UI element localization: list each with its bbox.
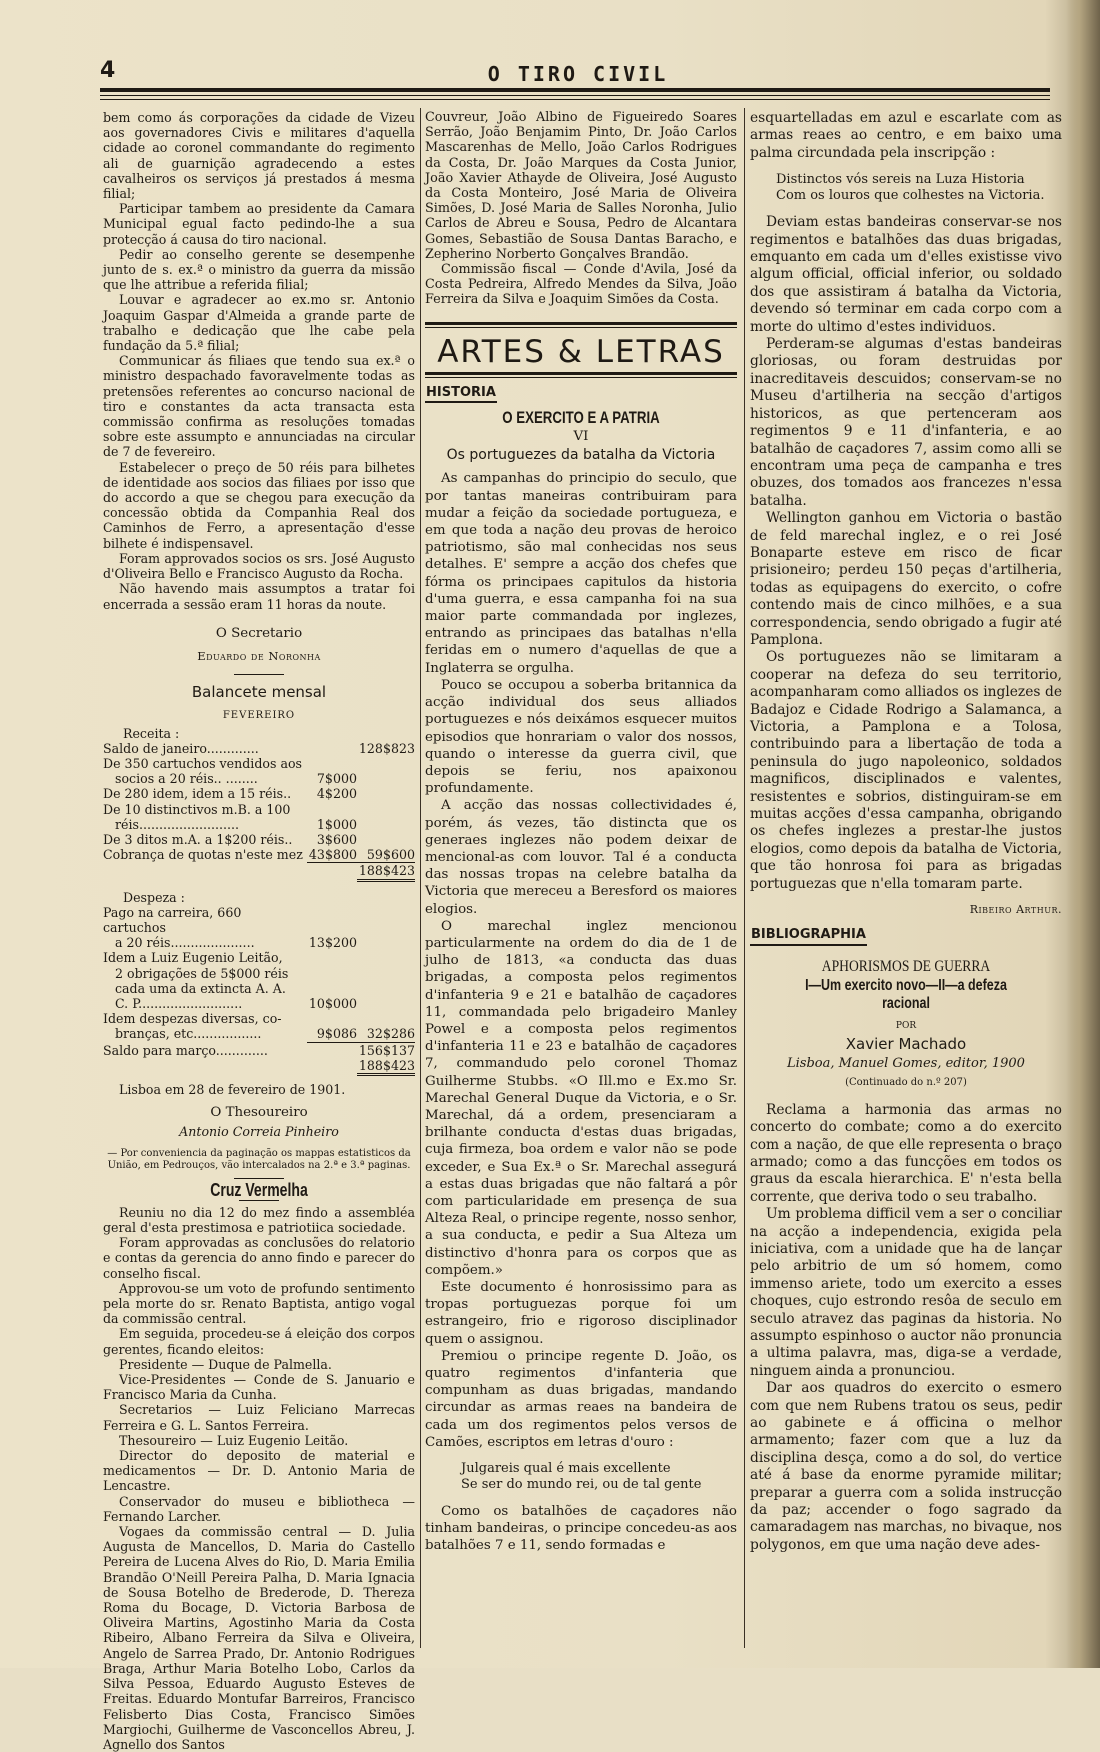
ledger-total [357, 1011, 415, 1026]
ledger-label: De 280 idem, idem a 15 réis.. [103, 786, 292, 802]
divider [234, 674, 284, 675]
paragraph: Conservador do museu e bibliotheca — Fernando Larcher. [103, 1493, 415, 1524]
paragraph: Couvreur, João Albino de Figueiredo Soares Serrão, João Benjamim Pinto, Dr. João Carlos Mascarenhas de Mello, João Carlos Rodrigues da Costa, Dr. João Marques da Costa Junior, João Xavier Athayde de Oliveira, José Augusto da Costa Monteiro, José Maria de Oliveira Simões, D. José Maria de Salles Noronha, Julio Carlos de Abreu e Sousa, Pedro de Alcantara Gomes, Sebastião de Sousa Dantas Baracho, e Zepherino Norberto Gonçalves Brandão. [425, 110, 737, 262]
ledger-total [357, 817, 415, 832]
ledger-row [103, 802, 415, 817]
paragraph: Participar tambem ao presidente da Camara Municipal egual facto pedindo-lhe a sua protecção á causa do tiro nacional. [103, 201, 415, 247]
ledger-amount: 4$200 [316, 786, 357, 802]
column-divider [744, 108, 745, 1648]
ledger-amount [307, 741, 357, 756]
ledger-amount: 13$200 [308, 935, 357, 951]
paragraph: bem como ás corporações da cidade de Vizeu aos governadores Civis e militares d'aquella cidade ao coronel commandante do regimento ali de guarnição agradecendo a estes cavalheiros os serviços já prestados á mesma filial; [103, 110, 415, 202]
paragraph: Pouco se occupou a soberba britannica da acção individual dos seus alliados portuguezes e nós deixámos esquecer muitos episodios que honrariam o valor dos nossos, quando o interesse da guerra civil, que depois se feriu, nos apaixonou profundamente. [425, 677, 737, 797]
section-title: ARTES & LETRAS [437, 333, 725, 370]
ledger-row [103, 966, 415, 981]
verse [461, 1461, 737, 1493]
ledger-label: 2 obrigações de 5$000 réis [115, 965, 289, 981]
ledger-row [103, 996, 415, 1011]
balance-month: FEVEREIRO [222, 710, 296, 722]
por-label: POR [895, 1021, 917, 1032]
divider [239, 1200, 279, 1201]
ledger-amount [307, 905, 357, 935]
treasurer-title: O Thesoureiro [210, 1105, 308, 1121]
paragraph: Thesoureiro — Luiz Eugenio Leitão. [119, 1432, 349, 1448]
ledger-label: socios a 20 réis.. ........ [115, 771, 258, 787]
ledger-total [357, 905, 415, 935]
section-tag: BIBLIOGRAPHIA [750, 926, 867, 945]
ledger-label [103, 863, 307, 881]
ledger-row [103, 771, 415, 786]
section-rule [425, 372, 737, 378]
article-title: O EXERCITO E A PATRIA [502, 407, 660, 427]
ledger-total [357, 756, 415, 771]
book-subtitle: I—Um exercito novo—II—a defeza racional [805, 977, 1007, 1012]
ledger-amount: 10$000 [308, 995, 357, 1011]
paragraph: Louvar e agradecer ao ex.mo sr. Antonio Joaquim Gaspar d'Almeida a grande parte de trabalho e dedicação que lhe cabe pela fundação da 5.ª filial; [103, 292, 415, 354]
ledger-amount: 3$600 [316, 831, 357, 847]
ledger-total [357, 935, 415, 950]
ledger-label: cada uma da extincta A. A. [115, 980, 286, 996]
paragraph: Em seguida, procedeu-se á eleição dos corpos gerentes, ficando eleitos: [103, 1326, 415, 1357]
column-3 [750, 110, 1062, 1554]
verse-line: Julgareis qual é mais excellente [461, 1461, 671, 1477]
ledger-row [103, 950, 415, 965]
ledger-total: 59$600 [357, 847, 415, 863]
ledger-label: De 3 ditos m.A. a 1$200 réis.. [103, 831, 293, 847]
ledger-total [357, 832, 415, 847]
ledger-total: 188$423 [357, 1058, 415, 1076]
paragraph: Deviam estas bandeiras conservar-se nos regimentos e batalhões das duas brigadas, emquanto em cada um d'elles existisse vivo algum official, official inferior, ou soldado dos que assistiram á batalha da Victoria, devendo só terminar em cada corpo com a morte do ultimo d'estes individuos. [750, 214, 1062, 335]
ledger-row [103, 1011, 415, 1026]
paragraph: Perderam-se algumas d'estas bandeiras gloriosas, ou foram destruidas por inacreditaveis descuidos; conservam-se no Museu d'artilheria na secção d'artigos historicos, as que pertenceram aos regimentos 9 e 11 d'infanteria, e ao batalhão de caçadores 7, assim como alli se encontram uma peça de campanha e tres obuzes, dos tomados aos francezes n'essa batalha. [750, 336, 1062, 509]
paragraph: Approvou-se um voto de profundo sentimento pela morte do sr. Renato Baptista, antigo vogal da commissão central. [103, 1280, 415, 1327]
ledger-amount [307, 756, 357, 771]
paragraph: Dar aos quadros do exercito o esmero com que nem Rubens tratou os seus, pedir ao gabinete e á officina o melhor armamento; fazer com que a luz da disciplina desça, como a do sol, do vertice até á base da enorme pyramide militar; preparar a guerra com a solida instrucção da paz; accender o fogo sagrado da camaradagem nas marchas, no bivaque, nos polygonos, em que uma nação deve ades- [750, 1380, 1062, 1553]
ledger-label: C. P.......................... [115, 995, 243, 1011]
header-rule [100, 88, 1050, 92]
header-rule-thin [100, 95, 1050, 96]
ledger-label: branças, etc................. [115, 1026, 262, 1042]
ledger-label: De 10 distinctivos m.B. a 100 [103, 801, 291, 817]
publisher: Lisboa, Manuel Gomes, editor, 1900 [787, 1055, 1025, 1071]
header-rule-thin-2 [100, 99, 1050, 100]
section-rule [425, 322, 737, 328]
despeza-label: Despeza : [123, 889, 185, 905]
divider [234, 1178, 284, 1179]
ledger-total: 32$286 [357, 1026, 415, 1042]
paragraph: O marechal inglez mencionou particularmente na ordem do dia de 1 de julho de 1813, «a conducta das duas brigadas, a composta pelos regimentos d'infanteria 9 e 21 e batalhão de caçadores 11, commandada pelo brigadeiro Manley Powel e a composta pelos regimentos d'infanteria 11 e 23 e batalhão de caçadores 7, commandudo pelo coronel Thomaz Guilherme Stubbs. «O Ill.mo e Ex.mo Sr. Marechal General Duque da Victoria, e o Sr. Marechal, dá a ordem, presenciaram a brilhante conducta d'estas duas brigadas, cuja firmeza, boa ordem e valor não se pode exceder, e Sua Ex.ª o Sr. Marechal assegurá a estas duas brigadas que não faltará a pôr com particularidade em presença de sua Alteza Real, o principe regente, nosso senhor, a sua conducta, e pedir a Sua Alteza um distinctivo d'honra para os corpos que as compõem.» [425, 918, 737, 1278]
balance-title: Balancete mensal [191, 683, 327, 702]
paragraph: Foram approvados socios os srs. José Augusto d'Oliveira Bello e Francisco Augusto da Rocha. [103, 550, 415, 582]
paragraph: Foram approvadas as conclusões do relatorio e contas da gerencia do anno findo e parecer do conselho fiscal. [103, 1235, 415, 1281]
paragraph: Reclama a harmonia das armas no concerto do combate; como a do exercito com a nação, de que elle representa o braço armado; como a das funcções em todos os graus da escala hierarchica. E' n'esta bella corrente, que deriva todo o seu trabalho. [750, 1101, 1062, 1205]
page-header [100, 58, 1056, 86]
column-divider [420, 108, 421, 1648]
ledger-amount [307, 802, 357, 817]
ledger-total: 188$423 [357, 863, 415, 881]
article-author: Ribeiro Arthur. [969, 903, 1062, 917]
ledger-label [103, 1058, 307, 1076]
ledger-row [103, 1026, 415, 1042]
ledger-total [357, 966, 415, 981]
ledger-row [103, 1058, 415, 1076]
paragraph: Presidente — Duque de Palmella. [119, 1356, 332, 1372]
ledger-row [103, 863, 415, 881]
ledger-total [357, 802, 415, 817]
paragraph: Não havendo mais assumptos a tratar foi encerrada a sessão eram 11 horas da noute. [103, 581, 415, 612]
ledger-total [357, 950, 415, 965]
ledger-label: Saldo para março............. [103, 1042, 268, 1058]
paragraph: Commissão fiscal — Conde d'Avila, José da Costa Pedreira, Alfredo Mendes da Silva, João Ferreira da Silva e Joaquim Simões da Costa. [425, 262, 737, 308]
ledger-label: a 20 réis..................... [115, 935, 255, 951]
paragraph: Reuniu no dia 12 do mez findo a assembléa geral d'esta prestimosa e patriotiica sociedade. [103, 1204, 415, 1235]
column-2 [425, 110, 737, 1555]
ledger-row [103, 847, 415, 863]
ledger-amount [307, 1058, 357, 1076]
newspaper-title: O TIRO CIVIL [487, 62, 669, 86]
article-subtitle: Os portuguezes da batalha da Victoria [446, 447, 716, 464]
paragraph: Como os batalhões de caçadores não tinham bandeiras, o principe concedeu-as aos batalhões 7 e 11, sendo formadas e [425, 1504, 737, 1554]
paragraph: Director do deposito de material e medicamentos — Dr. D. Antonio Maria de Lencastre. [103, 1448, 415, 1494]
paragraph: As campanhas do principio do seculo, que por tantas maneiras contribuiram para mudar a feição da sociedade portugueza, e em que toda a nação deu provas de heroico patriotismo, são mal conhecidas nos seus detalhes. E' sempre a acção dos chefes que fórma os principaes capitulos da historia d'uma guerra, e essa campanha foi na sua maior parte commandada por inglezes, entrando as principaes das batalhas n'ella feridas em o numero d'aquellas de que a Inglaterra se orgulha. [425, 471, 737, 676]
ledger-label: De 350 cartuchos vendidos aos [103, 755, 302, 771]
ledger-label: Idem despezas diversas, co- [103, 1011, 282, 1027]
ledger-row [103, 756, 415, 771]
ledger-amount [307, 981, 357, 996]
paragraph: Este documento é honrosissimo para as tropas portuguezas porque foi um estrangeiro, frio e rigoroso disciplinador quem o assignou. [425, 1280, 737, 1347]
binding-shadow [1066, 0, 1100, 1668]
paragraph: Estabelecer o preço de 50 réis para bilhetes de identidade aos socios das filiaes por isso que do accordo a que se chegou para execução da concessão obtida da Companhia Real dos Caminhos de Ferro, a apresentação d'esse bilhete é indispensavel. [103, 459, 415, 551]
ledger-total: 128$823 [358, 740, 415, 756]
ledger-total: 156$137 [358, 1042, 415, 1058]
verse-line: Se ser do mundo rei, ou de tal gente [461, 1477, 702, 1493]
book-title: APHORISMOS DE GUERRA [821, 957, 991, 975]
paragraph: Um problema difficil vem a ser o conciliar na acção a independencia, exigida pela iniciativa, com a unidade que ha de lançar pelo arbitrio de um só homem, como immenso ariete, todo um exercito a esses choques, cujo estrondo resôa de seculo em seculo atravez das paginas da historia. No assumpto espinhoso o auctor não pronuncia a ultima palavra, mas, diga-se a verdade, ninguem ainda a pronunciou. [750, 1206, 1062, 1379]
ledger-amount: 7$000 [316, 771, 357, 787]
inscription-line: Com os louros que colhestes na Victoria. [776, 188, 1045, 204]
ledger-row [103, 905, 415, 935]
ledger-amount [307, 966, 357, 981]
paragraph: A acção das nossas collectividades é, porém, ás vezes, tão distincta que os generaes inglezes não podem deixar de mencional-as com louvor. Tal é a conducta das nossas tropas na celebre batalha da Victoria que mereceu a Beresford os maiores elogios. [425, 798, 737, 917]
ledger-amount [307, 950, 357, 965]
continued-note: (Continuado do n.º 207) [845, 1077, 967, 1089]
ledger-label: Idem a Luiz Eugenio Leitão, [103, 950, 283, 966]
page-number: 4 [100, 58, 116, 83]
paragraph: Pedir ao conselho gerente se desempenhe junto de s. ex.ª o ministro da guerra da missão que lhe attribue a referida filial; [103, 246, 415, 293]
ledger-label: Saldo de janeiro............. [103, 740, 259, 756]
ledger-total [357, 771, 415, 786]
ledger-total [357, 996, 415, 1011]
ledger-row [103, 817, 415, 832]
paragraph: Vice-Presidentes — Conde de S. Januario e Francisco Maria da Cunha. [103, 1372, 415, 1403]
treasurer-name: Antonio Correia Pinheiro [179, 1124, 339, 1140]
ledger-row [103, 832, 415, 847]
receita-table [103, 741, 415, 882]
paragraph: Communicar ás filiaes que tendo sua ex.ª o ministro despachado favoravelmente todas as pretensões referentes ao concurso nacional de tiro e constantes da acta transacta esta commissão confirma as resoluções tomadas sobre este assumpto e annunciadas na circular de 7 de fevereiro. [103, 353, 415, 460]
ledger-row [103, 1043, 415, 1058]
paragraph: Secretarios — Luiz Feliciano Marrecas Ferreira e G. L. Santos Ferreira. [103, 1402, 415, 1433]
ledger-row [103, 981, 415, 996]
ledger-amount [307, 863, 357, 881]
cruz-vermelha-title: Cruz Vermelha [210, 1179, 308, 1200]
paragraph: Premiou o principe regente D. João, os quatro regimentos d'infanteria que compunham as duas brigadas, mandando circundar as armas reaes na bandeira de cada um dos regimentos pelos versos de Camões, escriptos em letras d'ouro : [425, 1348, 737, 1450]
ledger-label: réis......................... [115, 816, 240, 832]
ledger-amount [307, 1011, 357, 1026]
ledger-total [357, 786, 415, 801]
ledger-amount: 1$000 [316, 816, 357, 832]
ledger-label: Pago na carreira, 660 cartuchos [103, 904, 242, 935]
footnote: — Por conveniencia da paginação os mappas estatisticos da União, em Pedrouços, vão intercalados na 2.ª e 3.ª paginas. [107, 1147, 411, 1171]
paragraph: Vogaes da commissão central — D. Julia Augusta de Mancellos, D. Maria do Castello Pereira de Lucena Alves do Rio, D. Maria Emilia Brandão O'Neill Pereira Palha, D. Maria Ignacia de Sousa Botelho de Brederode, D. Thereza Roma du Bocage, D. Victoria Barbosa de Oliveira Martins, Agostinho Maria da Costa Ribeiro, Albano Ferreira da Silva e Oliveira, Angelo de Sarrea Prado, Dr. Antonio Rodrigues Braga, Arthur Maria Botelho Lobo, Carlos da Silva Pessoa, Eduardo Augusto Esteves de Freitas. Eduardo Montufar Barreiros, Francisco Felisberto Dias Costa, Francisco Simões Margiochi, Guilherme de Vasconcellos Abreu, J. Agnello dos Santos [103, 1524, 415, 1752]
date-line: Lisboa em 28 de fevereiro de 1901. [119, 1081, 346, 1097]
secretary-title: O Secretario [215, 625, 303, 641]
ledger-amount: 9$086 [307, 1026, 357, 1042]
ledger-row [103, 786, 415, 801]
ledger-total [357, 981, 415, 996]
inscription [776, 172, 1062, 204]
book-author: Xavier Machado [845, 1034, 967, 1053]
paragraph: Os portuguezes não se limitaram a cooperar na defeza do seu territorio, acompanharam como alliados os inglezes de Badajoz e Cidade Rodrigo a Salamanca, a Victoria, a Pamplona e a Tolosa, contribuindo para a libertação de toda a peninsula do jugo napoleonico, soldados magnificos, disciplinados e valentes, resistentes e sobrios, distinguiram-se em muitas acções d'essa campanha, obrigando os chefes inglezes a prestar-lhe justos elogios, como depois da batalha de Victoria, que tão honrosa foi para as brigadas portuguezas que n'ella tomaram parte. [750, 649, 1062, 892]
paragraph: Wellington ganhou em Victoria o bastão de feld marechal inglez, e o rei José Bonaparte esteve em risco de ficar prisioneiro; perdeu 150 peças d'artilheria, todas as equipagens do exercito, o cofre contendo mais de cinco milhões, e a sua correspondencia, sendo obrigado a fugir até Pamplona. [750, 510, 1062, 648]
ledger-amount [307, 1043, 357, 1058]
paragraph: esquartelladas em azul e escarlate com as armas reaes ao centro, e em baixo uma palma circundada pela inscripção : [750, 110, 1062, 161]
secretary-name: Eduardo de Noronha [197, 648, 321, 663]
despeza-table [103, 905, 415, 1076]
ledger-row [103, 935, 415, 950]
inscription-line: Distinctos vós sereis na Luza Historia [776, 172, 1025, 188]
column-1 [103, 110, 415, 1752]
ledger-amount: 43$800 [308, 847, 357, 863]
section-tag: HISTORIA [425, 384, 497, 403]
ledger-label: Cobrança de quotas n'este mez [103, 847, 303, 863]
article-number: VI [573, 429, 589, 445]
receita-label: Receita : [123, 725, 180, 741]
ledger-row [103, 741, 415, 756]
